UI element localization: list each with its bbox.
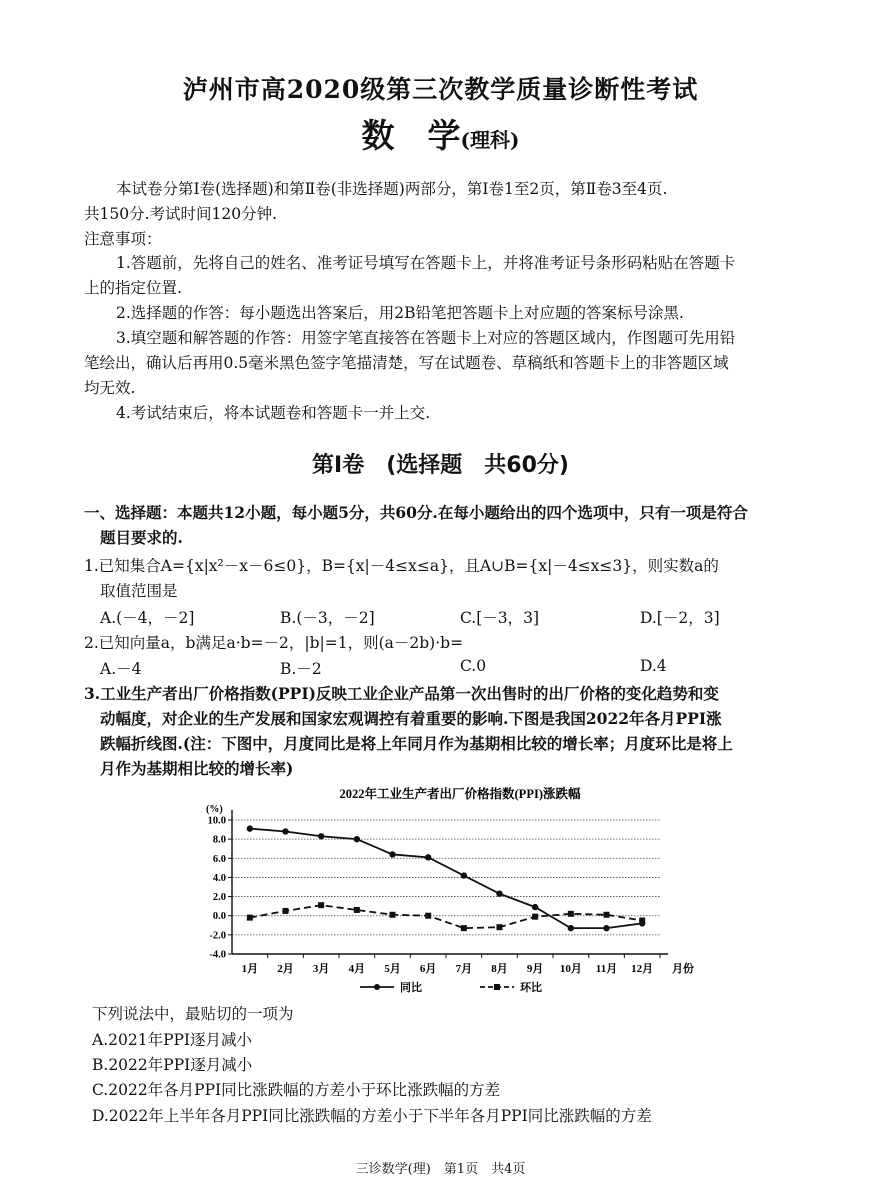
q2-option-b: B.－2 [280, 660, 322, 678]
intro-line-2: 共150分.考试时间120分钟. [84, 205, 278, 223]
notice-item-1b: 上的指定位置. [84, 279, 182, 297]
x-tick-label: 4月 [348, 963, 366, 975]
data-point-mom [639, 918, 645, 924]
data-point-yoy [354, 836, 360, 842]
data-point-mom [354, 907, 360, 913]
q2-option-c: C.0 [460, 657, 487, 675]
q1-option-d: D.[－2，3] [640, 609, 720, 627]
data-point-mom [390, 912, 396, 918]
data-point-mom [247, 915, 253, 921]
x-tick-label: 1月 [241, 963, 259, 975]
q3-ask: 下列说法中，最贴切的一项为 [92, 1005, 294, 1023]
y-tick-label: -2.0 [209, 930, 226, 942]
q3-stem-b: 动幅度，对企业的生产发展和国家宏观调控有着重要的影响.下图是我国2022年各月PPI涨 [100, 709, 722, 728]
x-tick-label: 9月 [526, 963, 544, 975]
section-instruction-a: 一、选择题：本题共12小题，每小题5分，共60分.在每小题给出的四个选项中，只有一项是符合 [84, 503, 748, 522]
legend-label: 同比 [400, 982, 422, 994]
data-point-mom [283, 908, 289, 914]
x-tick-label: 5月 [384, 963, 401, 975]
data-point-mom [568, 911, 574, 917]
q2-option-d: D.4 [640, 657, 667, 675]
y-axis-label: (%) [206, 804, 223, 815]
subject-name: 数 学 [361, 116, 461, 155]
x-tick-label: 8月 [491, 963, 508, 975]
series-line-yoy [250, 829, 642, 929]
exam-title: 泸州市高2020级第三次教学质量诊断性考试 [182, 75, 699, 104]
x-tick-label: 11月 [595, 963, 618, 975]
section-instruction-b: 题目要求的. [100, 528, 183, 547]
q3-option-d: D.2022年上半年各月PPI同比涨跌幅的方差小于下半年各月PPI同比涨跌幅的方差 [92, 1107, 652, 1125]
intro-line-1: 本试卷分第Ⅰ卷(选择题)和第Ⅱ卷(非选择题)两部分，第Ⅰ卷1至2页，第Ⅱ卷3至4页. [116, 180, 668, 198]
q1-stem-b: 取值范围是 [100, 582, 178, 600]
section-title: 第Ⅰ卷 (选择题 共60分) [312, 453, 569, 478]
notice-title: 注意事项： [84, 230, 162, 248]
y-tick-label: -4.0 [209, 949, 226, 961]
data-point-yoy [282, 828, 288, 834]
data-point-mom [425, 913, 431, 919]
data-point-mom [318, 902, 324, 908]
page-footer: 三诊数学(理) 第1页 共4页 [355, 1162, 526, 1177]
data-point-yoy [318, 833, 324, 839]
data-point-mom [497, 924, 503, 930]
data-point-yoy [568, 925, 574, 931]
data-point-mom [461, 925, 467, 931]
x-tick-label: 6月 [419, 963, 437, 975]
notice-item-2: 2.选择题的作答：每小题选出答案后，用2B铅笔把答题卡上对应题的答案标号涂黑. [116, 304, 684, 322]
ppi-chart-svg [190, 782, 730, 997]
data-point-yoy [247, 825, 253, 831]
q3-stem-c: 跌幅折线图.(注：下图中，月度同比是将上年同月作为基期相比较的增长率；月度环比是将上 [100, 734, 733, 753]
q3-option-b: B.2022年PPI逐月减小 [92, 1056, 253, 1074]
data-point-yoy [389, 851, 395, 857]
data-point-yoy [461, 872, 467, 878]
y-tick-label: 10.0 [207, 815, 226, 827]
legend-marker [374, 984, 380, 990]
data-point-mom [604, 912, 610, 918]
q3-option-a: A.2021年PPI逐月减小 [92, 1031, 253, 1049]
q1-option-a: A.(－4，－2] [100, 609, 195, 627]
data-point-yoy [532, 904, 538, 910]
notice-item-4: 4.考试结束后，将本试题卷和答题卡一并上交. [116, 404, 431, 422]
legend-marker [494, 984, 500, 990]
chart-title: 2022年工业生产者出厂价格指数(PPI)涨跌幅 [339, 787, 581, 801]
q2-stem: 2.已知向量a，b满足a·b=－2，|b|=1，则(a－2b)·b= [84, 634, 464, 652]
notice-item-3a: 3.填空题和解答题的作答：用签字笔直接答在答题卡上对应的答题区域内，作图题可先用铅 [116, 329, 736, 347]
q2-option-a: A.－4 [100, 660, 142, 678]
y-tick-label: 8.0 [212, 834, 226, 846]
x-tick-label: 12月 [631, 963, 654, 975]
data-point-mom [532, 914, 538, 920]
ppi-chart [190, 782, 730, 997]
data-point-yoy [603, 925, 609, 931]
notice-item-3c: 均无效. [84, 379, 136, 397]
q3-option-c: C.2022年各月PPI同比涨跌幅的方差小于环比涨跌幅的方差 [92, 1081, 501, 1099]
y-tick-label: 6.0 [212, 853, 226, 865]
y-tick-label: 2.0 [212, 892, 226, 904]
y-tick-label: 4.0 [212, 872, 226, 884]
subject-suffix: (理科) [460, 128, 520, 152]
data-point-yoy [496, 891, 502, 897]
q1-option-c: C.[－3，3] [460, 609, 540, 627]
q1-stem-a: 1.已知集合A={x|x²－x－6≤0}，B={x|－4≤x≤a}，且A∪B={x|－4≤x≤3}，则实数a的 [84, 557, 719, 575]
x-tick-label: 7月 [455, 963, 473, 975]
q3-stem-a: 3.工业生产者出厂价格指数(PPI)反映工业企业产品第一次出售时的出厂价格的变化趋势和变 [84, 684, 719, 703]
q1-option-b: B.(－3，－2] [280, 609, 375, 627]
q3-stem-d: 月作为基期相比较的增长率) [100, 759, 294, 778]
x-tick-label: 2月 [277, 963, 294, 975]
subject-title [0, 110, 881, 157]
x-axis-label: 月份 [672, 963, 694, 975]
legend-label: 环比 [520, 982, 542, 994]
data-point-yoy [425, 854, 431, 860]
x-tick-label: 3月 [312, 963, 330, 975]
series-line-mom [250, 905, 642, 928]
x-tick-label: 10月 [559, 963, 582, 975]
notice-item-3b: 笔绘出，确认后再用0.5毫米黑色签字笔描清楚，写在试题卷、草稿纸和答题卡上的非答题区域 [84, 354, 729, 372]
y-tick-label: 0.0 [212, 911, 226, 923]
notice-item-1a: 1.答题前，先将自己的姓名、准考证号填写在答题卡上，并将准考证号条形码粘贴在答题卡 [116, 254, 736, 272]
